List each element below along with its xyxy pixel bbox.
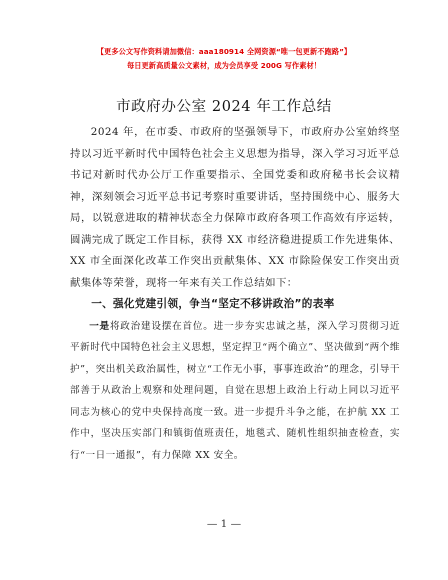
section-heading-1: 一、强化党建引领，争当“坚定不移讲政治”的表率 — [91, 298, 335, 310]
page-number: — 1 — — [206, 518, 242, 530]
document-title: 市政府办公室 2024 年工作总结 — [116, 99, 332, 115]
section-1-text: 将政治建设摆在首位。进一步夯实忠诚之基，深入学习贯彻习近平新时代中国特色社会主义思想，坚定捍卫“两个确立”、坚决做到“两个维护”，突出机关政治属性，树立“工作无小事，事事连政治”的理念，引导干部善于从政治上观察和处理问题，自觉在思想上政治上行动上同以习近平同志为核心的党中央保持高度一致。进一步提升斗争之能，在护航 XX 工作中，坚决压实部门和镇街值班责任，地毯式、随机性组织抽查检查，实行“一日一通报”，有力保障 XX 安全。 — [70, 320, 401, 461]
section-1-paragraph — [70, 316, 400, 467]
section-1-lead: 一是 — [89, 320, 110, 332]
promo-banner-line-2: 每日更新高质量公文素材，成为会员享受 200G 写作素材！ — [126, 61, 322, 70]
intro-paragraph: 2024 年，在市委、市政府的坚强领导下，市政府办公室始终坚持以习近平新时代中国特色社会主义思想为指导，深入学习习近平总书记对新时代办公厅工作重要指示、全国党委和政府秘书长会议精神，深刻领会习近平总书记考察时重要讲话，坚持围绕中心、服务大局，以锐意进取的精神状态全力保障市政府各项工作高效有序运转，圆满完成了既定工作目标，获得 XX 市经济稳进提质工作先进集体、XX 市全面深化改革工作突出贡献集体、XX 市除险保安工作突出贡献集体等荣誉，现将一年来有关工作总结如下： — [70, 126, 400, 289]
document-body — [70, 122, 400, 466]
promo-banner-line-1: 【更多公文写作资料请加微信：aaa180914 全网资源“唯一包更新不跑路”】 — [96, 47, 352, 56]
